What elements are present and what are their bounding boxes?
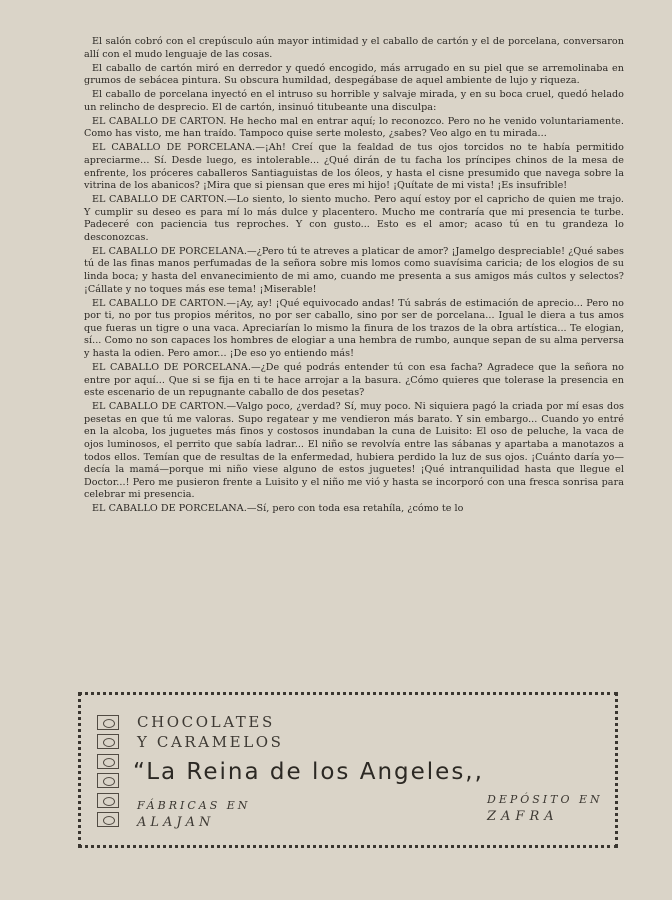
paragraph: El salón cobró con el crepúsculo aún mayor intimidad y el caballo de cartón y el de porcelana, conversaron allí con el mudo lenguaje de las cosas. [84, 36, 624, 60]
paragraph: EL CABALLO DE PORCELANA.—Sí, pero con toda esa retahíla, ¿cómo te lo [92, 503, 464, 515]
ad-factories-town: ALAJAN [137, 815, 215, 830]
paragraph: EL CABALLO DE CARTON.—¡Ay, ay! ¡Qué equivocado andas! Tú sabrás de estimación de aprecio... Pero no por ti, no por tus propios méritos, no por ser caballo, sino por ser de porcelana... Igual le diera a tus amos que fueras un tigre o una vaca. Apreciarían lo mismo la finura de los trazos de la obra artística... Te elogian, sí... Como no son capaces los hombres de elogiar a una hembra de rumbo, aunque sepan de su alma perversa y hasta la odien. Pero amor... ¡De eso yo entiendo más! [84, 297, 624, 359]
paragraph: El caballo de porcelana inyectó en el intruso su horrible y salvaje mirada, y en su boca cruel, quedó helado un relincho de desprecio. El de cartón, insinuó titubeante una disculpa: [84, 89, 624, 113]
paragraph: El caballo de cartón miró en derredor y quedó encogido, más arrugado en su piel que se arremolinaba en grumos de sebácea pintura. Su obscura humildad, despegábase de aquel ambiente de lujo y riqueza. [84, 62, 624, 87]
paragraph: EL CABALLO DE PORCELANA.—¡Ah! Creí que la fealdad de tus ojos torcidos no te había permitido apreciarme... Sí. Desde luego, es intolerable... ¿Qué dirán de tu facha los príncipes chinos de la mesa de enfrente, los próceres caballeros Santiaguistas de los óleos, y hasta el cisne presumido que navega sobre la vitrina de los abanicos? ¡Mira que si piensan que eres mi hijo! ¡Quítate de mi vista! ¡Es insufrible! [84, 142, 624, 192]
advertisement-box [78, 692, 618, 848]
ad-depot-label: DEPÓSITO EN [487, 793, 603, 806]
story-text [84, 36, 624, 517]
ad-line-caramelos: Y CARAMELOS [137, 733, 284, 751]
ad-brand-name: “La Reina de los Angeles,, [133, 759, 484, 785]
ad-depot-town: ZAFRA [487, 809, 559, 824]
paragraph: EL CABALLO DE CARTON.—Valgo poco, ¿verdad? Sí, muy poco. Ni siquiera pagó la criada por mí esas dos pesetas en que tú me valoras. Supo regatear y me vendieron más barato. Y sin embargo... Cuando yo entré en la alcoba, los juguetes más finos y costosos inundaban la cuna de Luisito: El oso de peluche, la vaca de ojos luminosos, el perrito que sabía ladrar... El niño se revolvía entre las sábanas y apartaba a manotazos a todos ellos. Temían que de resultas de la enfermedad, hubiera perdido la luz de sus ojos. ¡Cuánto daría yo—decía la mamá—porque mi niño viese alguno de estos juguetes! ¡Qué intranquilidad hasta que llegue el Doctor...! Pero me pusieron frente a Luisito y el niño me vió y hasta se incorporó con una fresca sonrisa para celebrar mi presencia. [84, 401, 624, 501]
paragraph: EL CABALLO DE PORCELANA.—¿De qué podrás entender tú con esa facha? Agradece que la señora no entre por aquí... Que si se fija en ti te hace arrojar a la basura. ¿Cómo quieres que tolerase la presencia en este escenario de un repugnante caballo de dos pesetas? [84, 361, 624, 399]
paragraph: EL CABALLO DE CARTON.—Lo siento, lo siento mucho. Pero aquí estoy por el capricho de quien me trajo. Y cumplir su deseo es para mí lo más dulce y placentero. Mucho me contraría que mi presencia te turbe. Padeceré con paciencia tus reproches. Y con gusto... Esto es el amor; acaso tú en tu grandeza lo desconozcas. [84, 194, 624, 243]
ad-factories-label: FÁBRICAS EN [137, 799, 251, 812]
ornament-column-icon [97, 715, 119, 827]
paragraph: EL CABALLO DE CARTON. He hecho mal en entrar aquí; lo reconozco. Pero no he venido voluntariamente. Como has visto, me han traído. Tampoco quise serte molesto, ¿sabes? Veo algo en tu mirada... [84, 115, 624, 140]
paragraph: EL CABALLO DE PORCELANA.—¿Pero tú te atreves a platicar de amor? ¡Jamelgo despreciable! ¿Qué sabes tú de las finas manos perfumadas de la señora sobre mis lomos como suavísima caricia; de los elogios de su linda boca; y hasta del envanecimiento de mi amo, cuando me presenta a sus amigos más cultos y selectos? ¡Cállate y no toques más ese tema! ¡Miserable! [84, 245, 624, 295]
ad-line-chocolates: CHOCOLATES [137, 713, 275, 731]
